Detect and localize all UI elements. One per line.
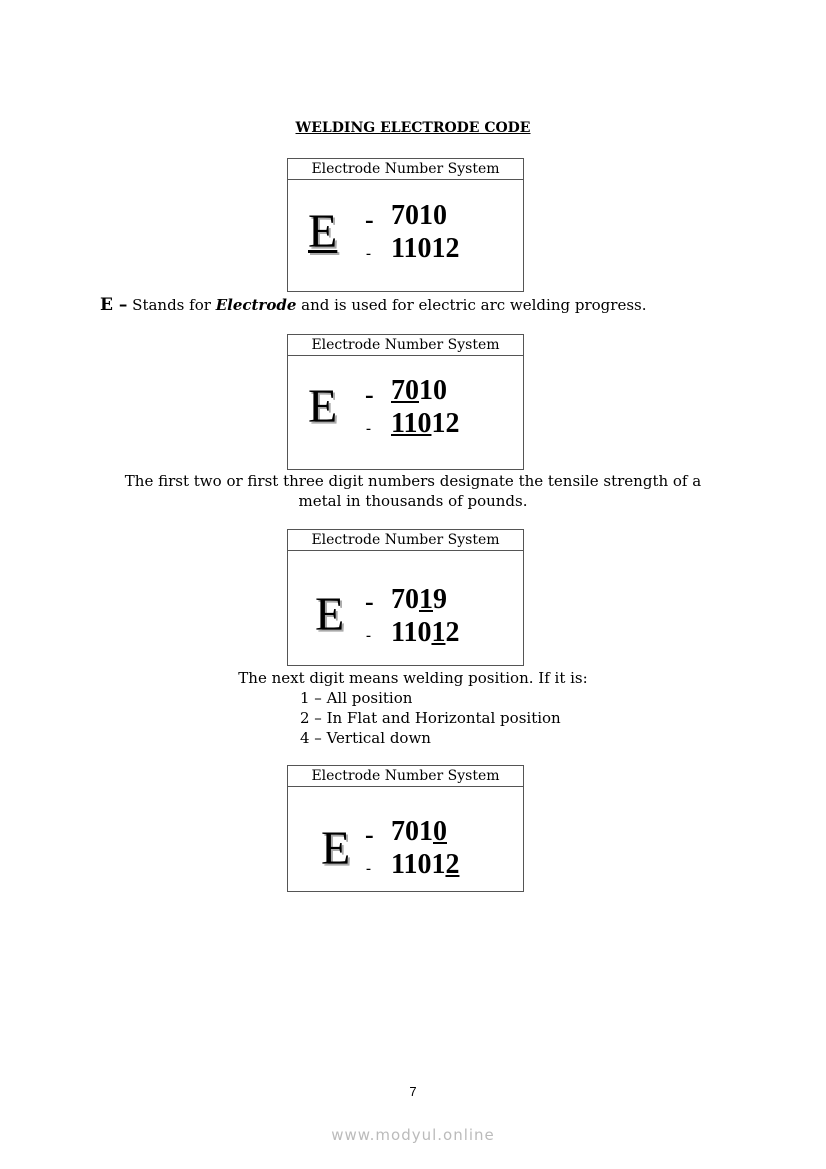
dash-1: - [365, 820, 374, 849]
electrode-box-4 [287, 765, 524, 892]
dash-1: - [365, 380, 374, 409]
electrode-letter: E [308, 380, 338, 433]
box-header: Electrode Number System [288, 766, 523, 787]
dash-2: - [366, 246, 371, 262]
code-line-2: 11012 [391, 617, 460, 648]
position-list [300, 688, 561, 748]
paragraph-tensile [0, 471, 826, 511]
box-body [288, 180, 523, 291]
page-number: 7 [409, 1084, 417, 1099]
e-text-2: and is used for electric arc welding progress. [301, 296, 647, 314]
box-header: Electrode Number System [288, 335, 523, 356]
e-emphasis: Electrode [215, 296, 297, 314]
position-item-2: 2 – In Flat and Horizontal position [300, 709, 561, 727]
code-line-2: 11012 [391, 233, 460, 264]
electrode-letter: E [315, 588, 345, 641]
box-header: Electrode Number System [288, 530, 523, 551]
paragraph-position-intro: The next digit means welding position. If it is: [238, 669, 588, 687]
code-line-1: 7010 [391, 816, 447, 847]
dash-2: - [366, 861, 371, 877]
code-line-1: 7010 [391, 375, 447, 406]
electrode-box-2 [287, 334, 524, 470]
dash-2: - [366, 421, 371, 437]
electrode-box-1 [287, 158, 524, 292]
code-line-1: 7010 [391, 200, 447, 231]
box-header: Electrode Number System [288, 159, 523, 180]
position-item-4: 4 – Vertical down [300, 729, 431, 747]
code-line-2: 11012 [391, 408, 460, 439]
tensile-line-2: metal in thousands of pounds. [298, 492, 528, 510]
electrode-letter: E [308, 205, 338, 258]
position-item-1: 1 – All position [300, 689, 413, 707]
page-title: WELDING ELECTRODE CODE [295, 120, 531, 136]
watermark: www.modyul.online [331, 1126, 495, 1144]
e-text-1: Stands for [132, 296, 211, 314]
dash-2: - [366, 628, 371, 644]
box-body [288, 787, 523, 891]
code-line-2: 11012 [391, 849, 460, 880]
tensile-line-1: The first two or first three digit numbers designate the tensile strength of a [124, 472, 702, 490]
electrode-box-3 [287, 529, 524, 666]
dash-1: - [365, 205, 374, 234]
box-body [288, 551, 523, 665]
box-body [288, 356, 523, 469]
e-lead: E – [100, 295, 128, 315]
code-line-1: 7019 [391, 584, 447, 615]
dash-1: - [365, 587, 374, 616]
electrode-letter: E [321, 822, 351, 875]
paragraph-e-meaning [100, 295, 646, 315]
